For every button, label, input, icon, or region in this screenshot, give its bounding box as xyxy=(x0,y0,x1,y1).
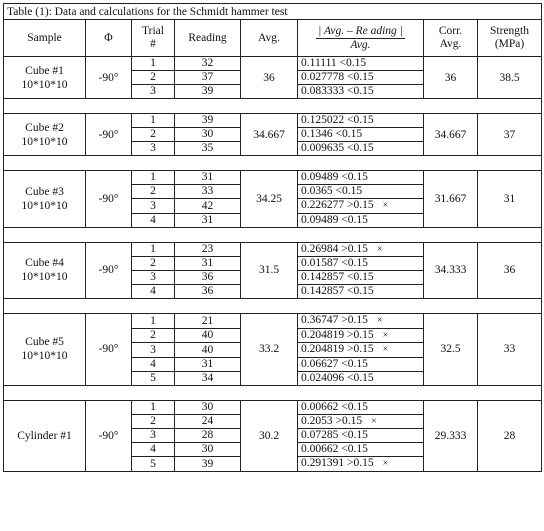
calc-value: 0.204819 >0.15 xyxy=(301,343,374,355)
rejected-mark-icon: × xyxy=(376,315,383,326)
corr-avg-cell: 32.5 xyxy=(424,314,478,386)
corr-avg-cell: 36 xyxy=(424,57,478,99)
strength-cell: 38.5 xyxy=(478,57,542,99)
phi-cell: -90° xyxy=(86,242,132,299)
rejected-mark-icon: × xyxy=(382,344,389,355)
reading-cell: 31 xyxy=(175,357,241,371)
phi-cell: -90° xyxy=(86,114,132,156)
group-separator-row xyxy=(4,156,542,171)
separator-cell xyxy=(4,227,542,242)
calc-cell xyxy=(298,371,424,385)
group-separator-row xyxy=(4,99,542,114)
calc-value: 0.09489 <0.15 xyxy=(301,171,368,184)
calc-cell xyxy=(298,171,424,185)
avg-cell: 36 xyxy=(241,57,298,99)
header-corr-avg xyxy=(424,20,478,57)
sample-size: 10*10*10 xyxy=(21,199,68,212)
calc-cell xyxy=(298,314,424,329)
calc-cell xyxy=(298,429,424,443)
calc-cell xyxy=(298,213,424,227)
calc-value: 0.142857 <0.15 xyxy=(301,271,374,284)
phi-cell: -90° xyxy=(86,400,132,471)
schmidt-hammer-table xyxy=(3,3,542,472)
reading-cell: 35 xyxy=(175,142,241,156)
table-row xyxy=(4,400,542,414)
formula-fraction xyxy=(316,25,405,52)
header-reading: Reading xyxy=(175,20,241,57)
sample-size: 10*10*10 xyxy=(21,271,68,284)
sample-size: 10*10*10 xyxy=(21,78,68,91)
calc-cell xyxy=(298,142,424,156)
sample-cell xyxy=(4,400,86,471)
calc-value: 0.36747 >0.15 xyxy=(301,314,368,326)
reading-cell: 31 xyxy=(175,171,241,185)
corr-avg-cell: 29.333 xyxy=(424,400,478,471)
table-body xyxy=(4,57,542,472)
separator-cell xyxy=(4,99,542,114)
phi-cell: -90° xyxy=(86,171,132,228)
corr-avg-cell: 31.667 xyxy=(424,171,478,228)
sample-name: Cube #4 xyxy=(25,257,64,270)
strength-cell: 36 xyxy=(478,242,542,299)
header-trial-line1: Trial xyxy=(142,25,164,37)
reading-cell: 36 xyxy=(175,271,241,285)
trial-cell: 4 xyxy=(132,357,175,371)
header-strength-line2: (MPa) xyxy=(494,38,525,50)
trial-cell: 3 xyxy=(132,271,175,285)
calc-cell xyxy=(298,457,424,472)
trial-cell: 4 xyxy=(132,285,175,299)
calc-cell xyxy=(298,357,424,371)
trial-cell: 1 xyxy=(132,114,175,128)
reading-cell: 40 xyxy=(175,328,241,343)
group-separator-row xyxy=(4,299,542,314)
reading-cell: 30 xyxy=(175,400,241,414)
calc-cell xyxy=(298,257,424,271)
calc-cell xyxy=(298,85,424,99)
reading-cell: 40 xyxy=(175,343,241,358)
header-corr-line2: Avg. xyxy=(439,38,462,50)
corr-avg-cell: 34.667 xyxy=(424,114,478,156)
sample-cell xyxy=(4,171,86,228)
trial-cell: 2 xyxy=(132,257,175,271)
trial-cell: 4 xyxy=(132,443,175,457)
table-row xyxy=(4,114,542,128)
trial-cell: 3 xyxy=(132,142,175,156)
trial-cell: 2 xyxy=(132,328,175,343)
reading-cell: 30 xyxy=(175,443,241,457)
rejected-mark-icon: × xyxy=(382,200,389,211)
calc-value: 0.26984 >0.15 xyxy=(301,242,368,255)
calc-cell xyxy=(298,285,424,299)
calc-cell xyxy=(298,271,424,285)
calc-cell xyxy=(298,114,424,128)
calc-cell xyxy=(298,343,424,358)
avg-cell: 34.25 xyxy=(241,171,298,228)
reading-cell: 31 xyxy=(175,257,241,271)
group-separator-row xyxy=(4,227,542,242)
sample-name: Cube #2 xyxy=(25,121,64,134)
sample-name: Cube #3 xyxy=(25,185,64,198)
calc-value: 0.024096 <0.15 xyxy=(301,371,374,384)
table-row xyxy=(4,242,542,257)
calc-value: 0.11111 <0.15 xyxy=(301,57,367,70)
trial-cell: 2 xyxy=(132,185,175,199)
reading-cell: 39 xyxy=(175,457,241,472)
calc-cell xyxy=(298,242,424,257)
trial-cell: 3 xyxy=(132,199,175,214)
trial-cell: 1 xyxy=(132,57,175,71)
calc-value: 0.125022 <0.15 xyxy=(301,114,374,127)
trial-cell: 1 xyxy=(132,314,175,329)
calc-cell xyxy=(298,328,424,343)
separator-cell xyxy=(4,385,542,400)
sample-cell xyxy=(4,114,86,156)
strength-cell: 37 xyxy=(478,114,542,156)
reading-cell: 28 xyxy=(175,429,241,443)
calc-value: 0.07285 <0.15 xyxy=(301,429,368,442)
calc-value: 0.2053 >0.15 xyxy=(301,414,363,427)
calc-value: 0.009635 <0.15 xyxy=(301,142,374,155)
reading-cell: 21 xyxy=(175,314,241,329)
trial-cell: 4 xyxy=(132,213,175,227)
reading-cell: 42 xyxy=(175,199,241,214)
reading-cell: 34 xyxy=(175,371,241,385)
rejected-mark-icon: × xyxy=(376,243,383,255)
strength-cell: 28 xyxy=(478,400,542,471)
sample-cell xyxy=(4,314,86,386)
calc-cell xyxy=(298,71,424,85)
table-row xyxy=(4,314,542,329)
calc-value: 0.00662 <0.15 xyxy=(301,443,368,456)
trial-cell: 5 xyxy=(132,457,175,472)
calc-value: 0.06627 <0.15 xyxy=(301,357,368,370)
calc-cell xyxy=(298,199,424,214)
trial-cell: 3 xyxy=(132,343,175,358)
header-avg: Avg. xyxy=(241,20,298,57)
header-phi: Φ xyxy=(86,20,132,57)
calc-cell xyxy=(298,400,424,414)
reading-cell: 33 xyxy=(175,185,241,199)
group-separator-row xyxy=(4,385,542,400)
header-trial-line2: # xyxy=(150,38,156,50)
reading-cell: 37 xyxy=(175,71,241,85)
trial-cell: 2 xyxy=(132,414,175,429)
header-strength xyxy=(478,20,542,57)
calc-value: 0.083333 <0.15 xyxy=(301,85,374,98)
reading-cell: 36 xyxy=(175,285,241,299)
reading-cell: 39 xyxy=(175,85,241,99)
sample-cell xyxy=(4,242,86,299)
reading-cell: 31 xyxy=(175,213,241,227)
calc-value: 0.00662 <0.15 xyxy=(301,400,368,413)
calc-value: 0.027778 <0.15 xyxy=(301,71,374,84)
sample-size: 10*10*10 xyxy=(21,135,68,148)
table-row xyxy=(4,171,542,185)
strength-cell: 31 xyxy=(478,171,542,228)
calc-value: 0.01587 <0.15 xyxy=(301,257,368,270)
avg-cell: 31.5 xyxy=(241,242,298,299)
trial-cell: 3 xyxy=(132,429,175,443)
calc-value: 0.226277 >0.15 xyxy=(301,199,374,211)
sample-name: Cube #1 xyxy=(25,64,64,77)
reading-cell: 39 xyxy=(175,114,241,128)
trial-cell: 1 xyxy=(132,400,175,414)
reading-cell: 32 xyxy=(175,57,241,71)
header-trial xyxy=(132,20,175,57)
header-formula xyxy=(298,20,424,57)
avg-cell: 30.2 xyxy=(241,400,298,471)
header-corr-line1: Corr. xyxy=(438,25,463,37)
avg-cell: 33.2 xyxy=(241,314,298,386)
reading-cell: 24 xyxy=(175,414,241,429)
corr-avg-cell: 34.333 xyxy=(424,242,478,299)
separator-cell xyxy=(4,299,542,314)
formula-denominator: Avg. xyxy=(350,38,371,51)
calc-cell xyxy=(298,57,424,71)
calc-value: 0.291391 >0.15 xyxy=(301,457,374,469)
table-title: Table (1): Data and calculations for the Schmidt hammer test xyxy=(4,4,542,20)
rejected-mark-icon: × xyxy=(371,415,377,427)
calc-cell xyxy=(298,414,424,429)
rejected-mark-icon: × xyxy=(382,329,389,341)
calc-value: 0.204819 >0.15 xyxy=(301,328,374,341)
calc-value: 0.0365 <0.15 xyxy=(301,185,363,198)
trial-cell: 1 xyxy=(132,171,175,185)
header-sample: Sample xyxy=(4,20,86,57)
separator-cell xyxy=(4,156,542,171)
reading-cell: 23 xyxy=(175,242,241,257)
calc-value: 0.1346 <0.15 xyxy=(301,128,363,141)
calc-value: 0.142857 <0.15 xyxy=(301,285,374,298)
avg-cell: 34.667 xyxy=(241,114,298,156)
calc-cell xyxy=(298,185,424,199)
trial-cell: 2 xyxy=(132,71,175,85)
rejected-mark-icon: × xyxy=(382,458,389,469)
trial-cell: 1 xyxy=(132,242,175,257)
table-row xyxy=(4,57,542,71)
sample-size: 10*10*10 xyxy=(21,350,68,363)
trial-cell: 2 xyxy=(132,128,175,142)
calc-cell xyxy=(298,128,424,142)
reading-cell: 30 xyxy=(175,128,241,142)
calc-cell xyxy=(298,443,424,457)
header-strength-line1: Strength xyxy=(490,25,530,37)
calc-value: 0.09489 <0.15 xyxy=(301,213,368,226)
sample-name: Cylinder #1 xyxy=(17,429,72,442)
sample-name: Cube #5 xyxy=(25,336,64,349)
phi-cell: -90° xyxy=(86,314,132,386)
trial-cell: 3 xyxy=(132,85,175,99)
sample-cell xyxy=(4,57,86,99)
phi-cell: -90° xyxy=(86,57,132,99)
formula-numerator: | Avg. – Re ading | xyxy=(318,24,403,37)
strength-cell: 33 xyxy=(478,314,542,386)
trial-cell: 5 xyxy=(132,371,175,385)
